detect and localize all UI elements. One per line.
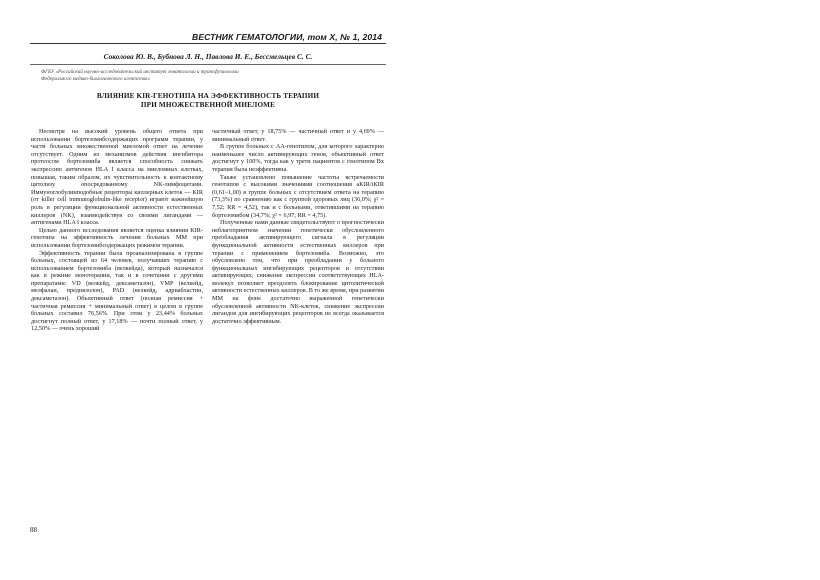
journal-running-title: ВЕСТНИК ГЕМАТОЛОГИИ, том X, № 1, 2014 xyxy=(192,32,382,42)
body-paragraph: Целью данного исследования является оценка влияния KIR-генотипа на эффективность лечения больных ММ при использовании бортезомибсодержащих режимов терапии. xyxy=(31,226,203,249)
text-column-right xyxy=(212,128,384,325)
body-paragraph: В группе больных с АА-генотипом, для которого характерно наименьшее число активирующих генов, объективный ответ достигнут у 100%, тогда как у трети пациентов с генотипом Bx терапия была неэффективна. xyxy=(212,143,384,173)
article-authors: Соколова Ю. В., Бубнова Л. Н., Павлова И. Е., Бессмельцев С. С. xyxy=(103,52,313,61)
affiliation-line: Федерального медико-биологического агентства» xyxy=(41,76,151,83)
body-paragraph: Эффективность терапии была проанализирована в группе больных, состоящей из 64 человек, получавших терапию с использованием бортезомиба (велкейда), который назначался как в режиме монотерапии, так и в сочетании с другими препаратами: VD (велкейд, дексаметазон), VMP (велкейд, мелфалан, преднизолон), PAD (велкейд, адриабластин, дексаметазон). Объективный ответ (полная ремиссия + частичная ремиссия + минимальный ответ) в целом в группе больных составил 76,56%. При этом у 23,44% больных достигнут полный ответ, у 17,18% — почти полный ответ, у 12,50% — очень хороший xyxy=(31,249,203,333)
body-paragraph: частичный ответ, у 18,75% — частичный ответ и у 4,69% — минимальный ответ. xyxy=(212,128,384,143)
authors-rule xyxy=(30,64,386,65)
article-affiliation xyxy=(41,69,371,83)
page-number: 88 xyxy=(30,526,37,534)
body-paragraph: Несмотря на высокий уровень общего ответа при использовании бортезомибсодержащих программ терапии, у части больных множественной миеломой ответ на лечение отсутствует. Одним из механизмов действия ингибитора протеосом бортезомиба является способность снижать экспрессию антигенов HLA I класса на миеломных клетках, повышая, таким образом, их чувствительность к контактному цитолизу опосредованному NK-лимфоцитами. Иммуноглобулинподобные рецепторы киллерных клеток — KIR (от killer cell immunoglobulin-like receptor) играют важнейшую роль в регуляции функциональной активности естественных киллеров (NK), взаимодействуя со своими лигандами — антигенами HLA I класса. xyxy=(31,128,203,227)
header-rule xyxy=(30,43,386,44)
body-paragraph: Также установлено повышение частоты встречаемости генотипов с высокими значениями соотношения aKIR/iKIR (0,61–1,00) в группе больных с отсутствием ответа на терапию (73,3%) по сравнению как с группой здоровых лиц (36,0%; χ² = 7,52; RR = 4,52), так и с больными, ответившими на терапию бортезомибом (34,7%; χ² = 6,97; RR = 4,75). xyxy=(212,173,384,219)
body-paragraph: Полученные нами данные свидетельствуют о прогностически неблагоприятном значении генетически обусловленного преобладания активирующего сигнала в регуляции функциональной активности естественных киллеров при терапии с применением бортезомиба. Возможно, это обусловлено тем, что при преобладании у больного функциональных ингибирующих рецепторов и отсутствии активирующих, снижение экспрессии соответствующих HLA-молекул позволяет преодолеть блокирование цитолитической активности естественных киллеров. В то же время, при развитии ММ на фоне достаточно выраженной генетически обусловленной активности NK-клеток, снижение экспрессии лигандов для ингибирующих рецепторов не всегда оказывается достаточно эффективным. xyxy=(212,219,384,325)
article-title xyxy=(30,92,386,110)
text-column-left xyxy=(31,128,203,333)
article-title-line: ПРИ МНОЖЕСТВЕННОЙ МИЕЛОМЕ xyxy=(140,101,276,109)
article-title-line: ВЛИЯНИЕ KIR-ГЕНОТИПА НА ЭФФЕКТИВНОСТЬ ТЕРАПИИ xyxy=(96,92,320,100)
affiliation-line: ФГБУ «Российский научно-исследовательский институт гематологии и трансфузиологии xyxy=(41,69,239,75)
